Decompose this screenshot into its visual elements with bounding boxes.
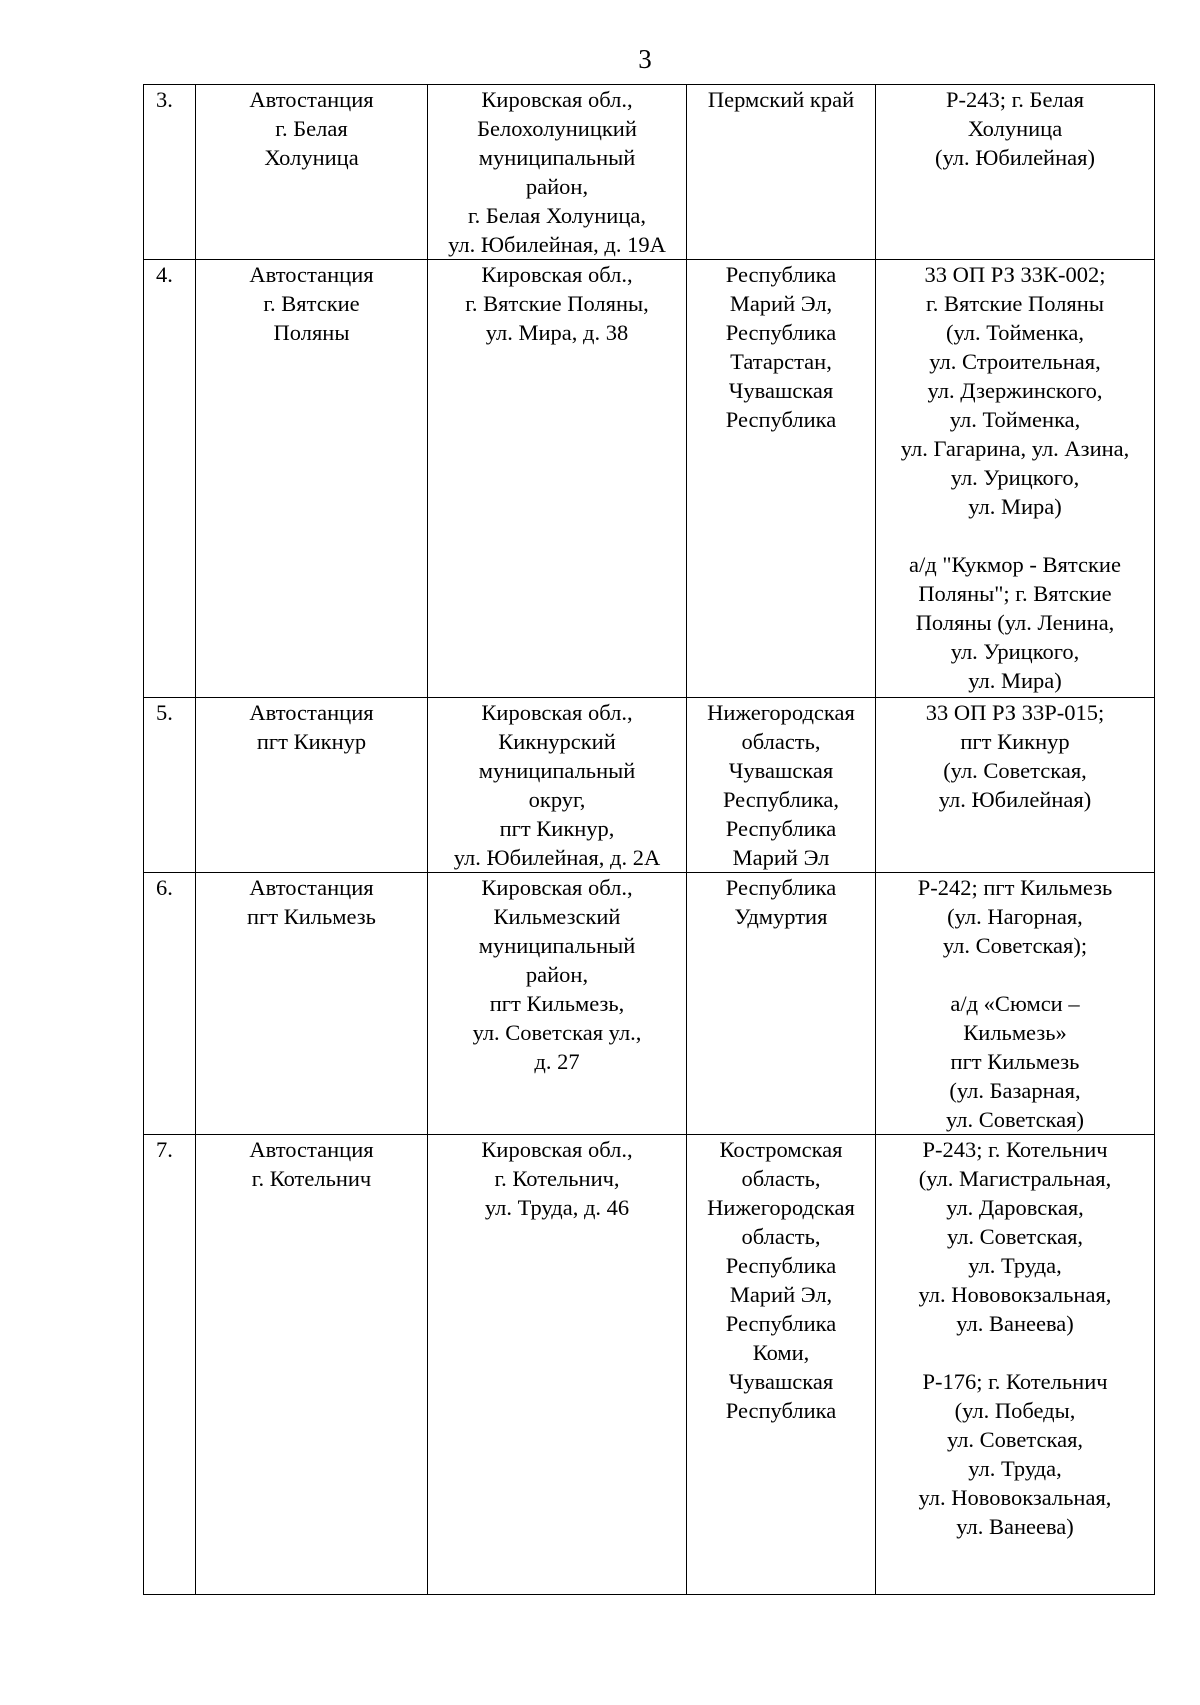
- route-block: 33 ОП РЗ 33К-002; г. Вятские Поляны (ул. Тойменка, ул. Строительная, ул. Дзержинского, ул. Тойменка, ул. Гагарина, ул. Азина, ул. Урицкого, ул. Мира): [900, 262, 1130, 519]
- route-info: [876, 260, 1155, 698]
- served-regions: Нижегородская область, Чувашская Республика, Республика Марий Эл: [687, 698, 876, 873]
- table-row: [144, 260, 1155, 698]
- served-regions: Республика Удмуртия: [687, 873, 876, 1135]
- row-number: 4.: [144, 260, 196, 698]
- row-number: 5.: [144, 698, 196, 873]
- station-address: Кировская обл., Белохолуницкий муниципальный район, г. Белая Холуница, ул. Юбилейная, д. 19А: [428, 85, 687, 260]
- station-name: Автостанция пгт Кильмезь: [196, 873, 428, 1135]
- route-block: а/д "Кукмор - Вятские Поляны"; г. Вятские Поляны (ул. Ленина, ул. Урицкого, ул. Мира): [909, 552, 1121, 693]
- route-info: [876, 1135, 1155, 1595]
- row-number: 6.: [144, 873, 196, 1135]
- station-address: Кировская обл., г. Котельнич, ул. Труда, д. 46: [428, 1135, 687, 1595]
- table-row: [144, 873, 1155, 1135]
- table-row: [144, 698, 1155, 873]
- route-block: Р-243; г. Котельнич (ул. Магистральная, ул. Даровская, ул. Советская, ул. Труда, ул. Нововокзальная, ул. Ванеева): [918, 1137, 1112, 1336]
- served-regions: Республика Марий Эл, Республика Татарстан, Чувашская Республика: [687, 260, 876, 698]
- route-block: Р-176; г. Котельнич (ул. Победы, ул. Советская, ул. Труда, ул. Нововокзальная, ул. Ванеева): [918, 1369, 1112, 1539]
- route-block: Р-242; пгт Кильмезь (ул. Нагорная, ул. Советская);: [917, 875, 1113, 958]
- row-number: 7.: [144, 1135, 196, 1595]
- served-regions: Пермский край: [687, 85, 876, 260]
- table-row: [144, 1135, 1155, 1595]
- station-address: Кировская обл., г. Вятские Поляны, ул. Мира, д. 38: [428, 260, 687, 698]
- station-name: Автостанция г. Вятские Поляны: [196, 260, 428, 698]
- route-info: [876, 698, 1155, 873]
- station-name: Автостанция пгт Кикнур: [196, 698, 428, 873]
- bus-stations-table: [143, 84, 1155, 1595]
- station-name: Автостанция г. Котельнич: [196, 1135, 428, 1595]
- table-row: [144, 85, 1155, 260]
- route-info: [876, 873, 1155, 1135]
- page-number: 3: [638, 44, 652, 74]
- route-info: [876, 85, 1155, 260]
- route-block: Р-243; г. Белая Холуница (ул. Юбилейная): [935, 87, 1095, 170]
- route-block: 33 ОП РЗ 33Р-015; пгт Кикнур (ул. Советская, ул. Юбилейная): [925, 700, 1105, 812]
- station-address: Кировская обл., Кикнурский муниципальный округ, пгт Кикнур, ул. Юбилейная, д. 2А: [428, 698, 687, 873]
- station-name: Автостанция г. Белая Холуница: [196, 85, 428, 260]
- served-regions: Костромская область, Нижегородская область, Республика Марий Эл, Республика Коми, Чувашская Республика: [687, 1135, 876, 1595]
- row-number: 3.: [144, 85, 196, 260]
- station-address: Кировская обл., Кильмезский муниципальный район, пгт Кильмезь, ул. Советская ул., д. 27: [428, 873, 687, 1135]
- route-block: а/д «Сюмси – Кильмезь» пгт Кильмезь (ул. Базарная, ул. Советская): [946, 991, 1084, 1132]
